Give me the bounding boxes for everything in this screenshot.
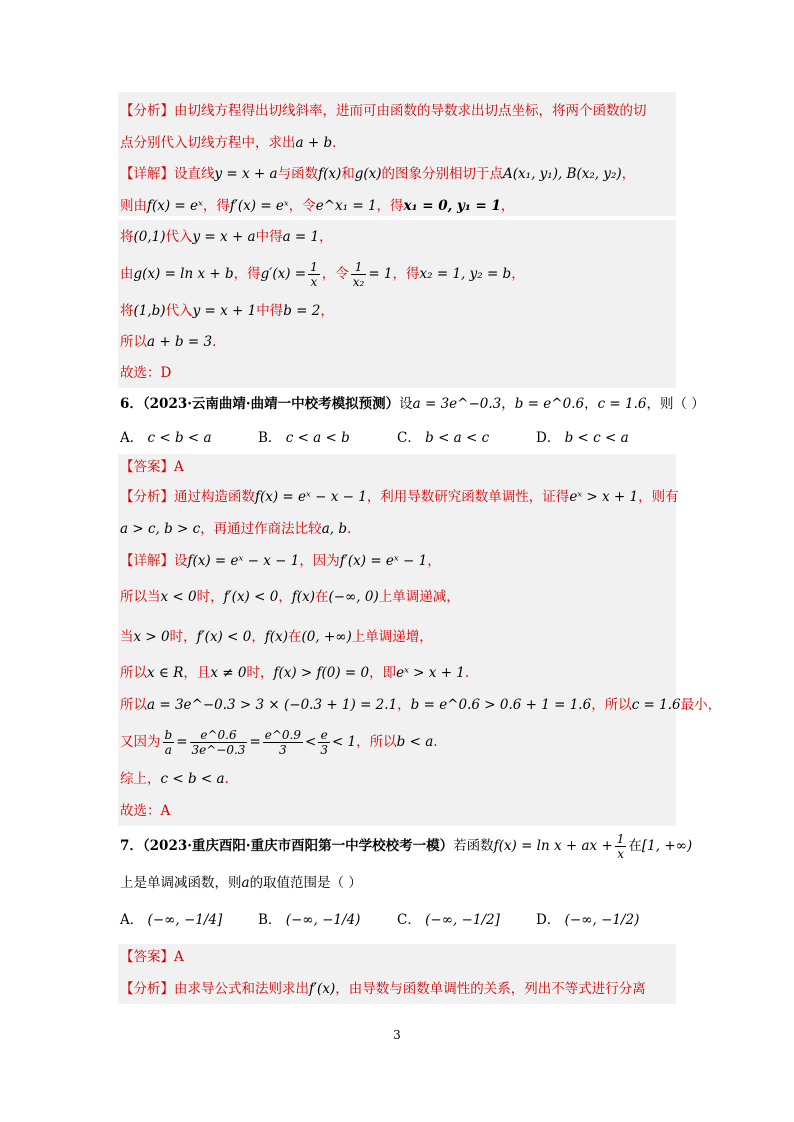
q5-detail-line2: 则由f(x) = eˣ，得f′(x) = eˣ，令e^x₁ = 1，得x₁ = 0, y₁ = 1， [120, 198, 515, 214]
fraction: $\frac{e}{3}$ [320, 728, 328, 757]
q6-option-d: D． b < c < a [536, 430, 629, 446]
q6-detail-line1: 【详解】设f(x) = eˣ − x − 1，因为f′(x) = eˣ − 1， [120, 553, 441, 569]
q6-option-c: C． b < a < c [397, 430, 490, 446]
q7-answer: 【答案】A [120, 949, 184, 965]
q6-detail-line3: 当x > 0时，f′(x) < 0，f(x)在(0, +∞)上单调递增， [120, 629, 433, 645]
q7-analysis-line1: 【分析】由求导公式和法则求出f′(x)，由导数与函数单调性的关系，列出不等式进行分离 [120, 981, 646, 997]
fraction: $\frac{1}{x}$ [310, 260, 318, 289]
q7-option-d: D． (−∞, −1/2) [536, 912, 640, 928]
q5-detail-line3: 将(0,1)代入y = x + a中得a = 1， [120, 229, 333, 245]
q5-detail-line6: 所以a + b = 3． [120, 334, 226, 350]
fraction: $\frac{b}{a}$ [164, 728, 173, 757]
q7-stem-line2: 上是单调减函数，则a的取值范围是（ ） [120, 875, 362, 891]
q6-option-a: A． c < b < a [120, 430, 212, 446]
fraction: $\frac{e\^{}0.9}{3}$ [264, 728, 301, 757]
q5-analysis-line2: 点分别代入切线方程中，求出a + b． [120, 135, 346, 151]
q6-option-b: B． c < a < b [258, 430, 350, 446]
q5-detail-line4: 由g(x) = ln x + b，得g′(x) = $\frac{1}{x}$ ，令 $\frac{1}{\text{x₂}}$ = 1，得x₂ = 1, y₂ = b， [120, 260, 525, 289]
q6-detail-line6: 又因为 $\frac{b}{a}$ = $\frac{e\^{}0.6}{3e\^{}-0.3}$ = $\frac{e\^{}0.9}{3}$ < $\frac{e}{3}$ < 1，所以b < a. [120, 728, 438, 757]
q6-analysis-line2: a > c, b > c，再通过作商法比较a, b. [120, 521, 352, 537]
q6-stem: 6．（2023·云南曲靖·曲靖一中校考模拟预测）设a = 3e^−0.3，b = e^0.6，c = 1.6，则（ ） [120, 396, 705, 412]
q5-detail-line1: 【详解】设直线y = x + a与函数f(x)和g(x)的图象分别相切于点A(x₁, y₁), B(x₂, y₂)， [120, 166, 636, 182]
fraction: $\frac{1}{x}$ [616, 832, 625, 861]
fraction: $\frac{1}{\text{x₂}}$ [352, 260, 365, 289]
q7-stem-line1: 7．（2023·重庆酉阳·重庆市酉阳第一中学校校考一模）若函数f(x) = ln x + ax + $\frac{1}{x}$ 在[1, +∞) [120, 832, 693, 861]
q6-detail-line4: 所以x ∈ R，且x ≠ 0时，f(x) > f(0) = 0，即eˣ > x + 1. [120, 665, 470, 681]
page-number: 3 [393, 1028, 401, 1042]
q5-choice: 故选：D [120, 365, 172, 381]
q5-analysis-line1: 【分析】由切线方程得出切线斜率，进而可由函数的导数求出切点坐标，将两个函数的切 [120, 103, 647, 119]
q5-detail-line5: 将(1,b)代入y = x + 1中得b = 2， [120, 303, 334, 319]
q6-choice: 故选：A [120, 803, 171, 819]
q6-detail-line7: 综上，c < b < a. [120, 771, 229, 787]
q7-option-a: A． (−∞, −1/4] [120, 912, 223, 928]
q6-detail-line5: 所以a = 3e^−0.3 > 3 × (−0.3 + 1) = 2.1，b = e^0.6 > 0.6 + 1 = 1.6，所以c = 1.6最小， [120, 697, 722, 713]
q6-answer: 【答案】A [120, 459, 184, 475]
q6-analysis-line1: 【分析】通过构造函数f(x) = eˣ − x − 1，利用导数研究函数单调性，证得eˣ > x + 1，则有 [120, 489, 679, 505]
q7-option-c: C． (−∞, −1/2] [397, 912, 500, 928]
q6-detail-line2: 所以当x < 0时，f′(x) < 0，f(x)在(−∞, 0)上单调递减， [120, 589, 460, 605]
fraction: $\frac{e\^{}0.6}{3e\^{}-0.3}$ [191, 728, 246, 757]
q7-option-b: B． (−∞, −1/4) [258, 912, 361, 928]
